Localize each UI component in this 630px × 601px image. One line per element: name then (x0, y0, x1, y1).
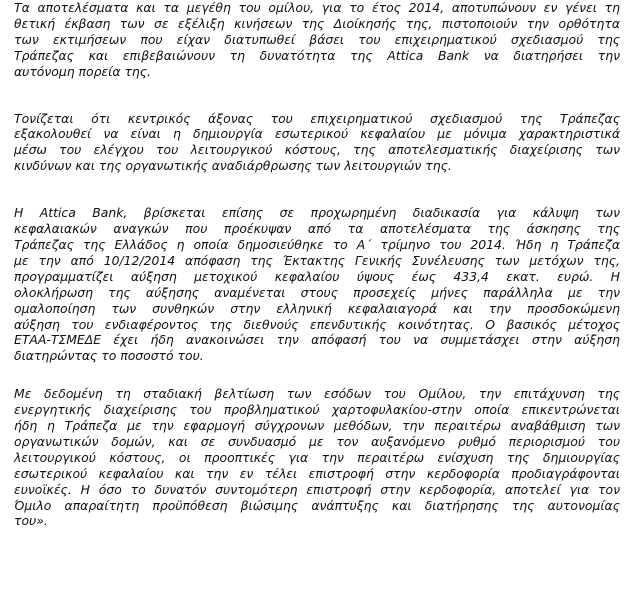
text-line: αύξηση του ενδιαφέροντος της διεθνούς επενδυτικής κοινότητας. Ο βασικός μέτοχος (14, 316, 620, 332)
paragraph-outlook (14, 386, 620, 529)
text-line: εσωτερικού κεφαλαίου και την εν τέλει επιστροφή στην κερδοφορία προδιαγράφονται (14, 465, 620, 481)
text-line: Τράπεζας της Ελλάδος η οποία δημοσιεύθηκε το Α΄ τρίμηνο του 2014. Ήδη η Τράπεζα (14, 236, 620, 252)
text-line: Με δεδομένη τη σταδιακή βελτίωση των εσόδων του Ομίλου, την επιτάχυνση της (14, 386, 620, 402)
text-line: κινδύνων και της οργανωτικής αναδιάρθρωσης των λειτουργιών της. (14, 158, 452, 174)
paragraph-spacer (14, 364, 620, 386)
paragraph-spacer (14, 174, 620, 205)
text-line: θετική έκβαση των σε εξέλιξη κινήσεων της Διοίκησής της, πιστοποιούν την ορθότητα (14, 15, 620, 31)
text-line: του». (14, 513, 48, 529)
paragraph-spacer (14, 80, 620, 111)
text-line: Όμιλο απαραίτητη προϋπόθεση βιώσιμης ανάπτυξης και διατήρησης της αυτονομίας (14, 497, 620, 513)
text-line: λειτουργικού κόστους, οι προοπτικές για την περαιτέρω ενίσχυση της δημιουργίας (14, 449, 620, 465)
paragraph-strategy (14, 111, 620, 175)
text-line: με την από 10/12/2014 απόφαση της Έκτακτης Γενικής Συνέλευσης των μετόχων της, (14, 252, 620, 268)
text-line: οργανωτικών δομών, και σε συνδυασμό με τον αυξανόμενο ρυθμό περιορισμού του (14, 433, 620, 449)
text-line: ήδη η Τράπεζα με την εφαρμογή σύγχρονων μεθόδων, την περαιτέρω αναβάθμιση των (14, 418, 620, 434)
paragraph-results (14, 0, 620, 80)
document-body (14, 0, 620, 529)
text-line: κεφαλαιακών αναγκών που προέκυψαν από τα αποτελέσματα της άσκησης της (14, 221, 620, 237)
text-line: Η Attica Bank, βρίσκεται επίσης σε προχωρημένη διαδικασία για κάλυψη των (14, 205, 620, 221)
paragraph-capital-increase (14, 205, 620, 364)
text-line: ομαλοποίηση των συνθηκών στην ελληνική κεφαλαιαγορά και την προσδοκώμενη (14, 300, 620, 316)
text-line: Τα αποτελέσματα και τα μεγέθη του ομίλου, για το έτος 2014, αποτυπώνουν εν γένει τη (14, 0, 620, 15)
text-line: εξακολουθεί να είναι η δημιουργία εσωτερικού κεφαλαίου με μόνιμα χαρακτηριστικά (14, 126, 620, 142)
text-line: ΕΤΑΑ-ΤΣΜΕΔΕ έχει ήδη ανακοινώσει την απόφασή του να συμμετάσχει στην αύξηση (14, 332, 620, 348)
text-line: αυτόνομη πορεία της. (14, 63, 151, 79)
text-line: Τράπεζας και επιβεβαιώνουν τη δυνατότητα της Attica Bank να διατηρήσει την (14, 47, 620, 63)
text-line: διατηρώντας το ποσοστό του. (14, 348, 204, 364)
text-line: προγραμματίζει αύξηση μετοχικού κεφαλαίου ύψους έως 433,4 εκατ. ευρώ. Η (14, 268, 620, 284)
text-line: μέσω του ελέγχου του λειτουργικού κόστους, της αποτελεσματικής διαχείρισης των (14, 142, 620, 158)
text-line: των εκτιμήσεων που είχαν διατυπωθεί βάσει του επιχειρηματικού σχεδιασμού της (14, 31, 620, 47)
text-line: ολοκλήρωση της αύξησης αναμένεται στους προσεχείς μήνες παράλληλα με την (14, 284, 620, 300)
text-line: ενεργητικής διαχείρισης του προβληματικού χαρτοφυλακίου-στην οποία επικεντρώνεται (14, 402, 620, 418)
text-line: ευνοϊκές. Η όσο το δυνατόν συντομότερη επιστροφή στην κερδοφορία, αποτελεί για τον (14, 481, 620, 497)
text-line: Τονίζεται ότι κεντρικός άξονας του επιχειρηματικού σχεδιασμού της Τράπεζας (14, 110, 620, 126)
